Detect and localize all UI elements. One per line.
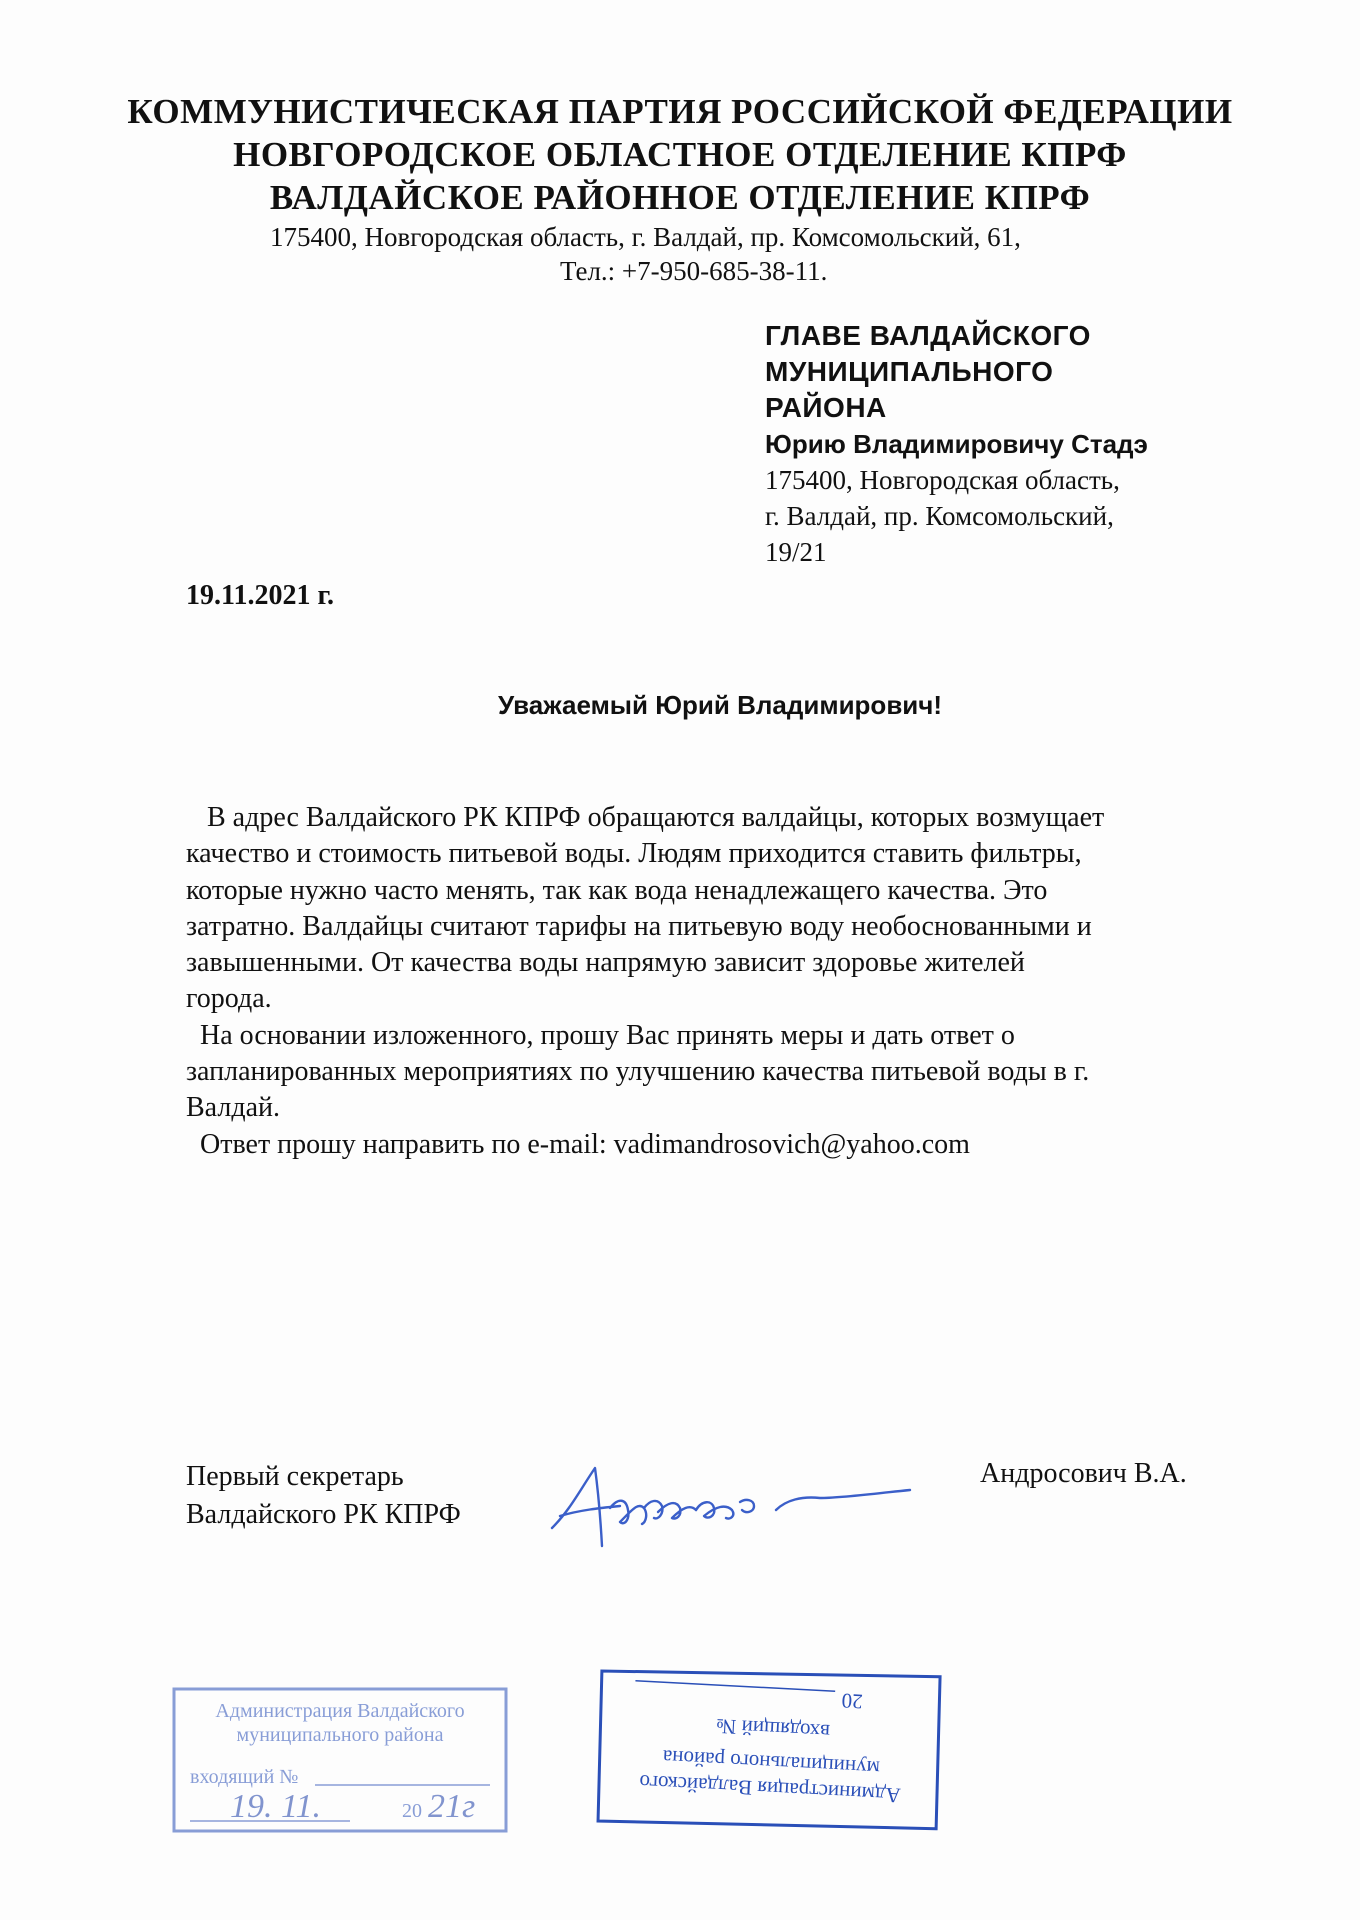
stamp2-year-prefix: 20 xyxy=(841,1688,864,1714)
stamp1-year-prefix: 20 xyxy=(402,1800,422,1822)
stamp1-org-line1: Администрация Валдайского xyxy=(215,1700,465,1722)
recipient-address-line1: 175400, Новгородская область, xyxy=(765,465,1120,495)
body-line: качество и стоимость питьевой воды. Людям приходится ставить фильтры, xyxy=(186,838,1082,870)
greeting: Уважаемый Юрий Владимирович! xyxy=(497,690,943,720)
recipient-name: Юрию Владимировичу Стадэ xyxy=(765,429,1148,459)
stamp1-org-line2: муниципального района xyxy=(236,1724,444,1746)
org-phone: Тел.: +7-950-685-38-11. xyxy=(560,256,828,286)
signer-name: Андросович В.А. xyxy=(980,1458,1187,1489)
body-line: В адрес Валдайского РК КПРФ обращаются валдайцы, которых возмущает xyxy=(186,802,1105,833)
org-name-line3: ВАЛДАЙСКОЕ РАЙОННОЕ ОТДЕЛЕНИЕ КПРФ xyxy=(269,178,1091,217)
body-line: города. xyxy=(186,983,272,1015)
signer-position-line2: Валдайского РК КПРФ xyxy=(186,1499,461,1530)
signer-position xyxy=(186,1458,461,1534)
body-line: Ответ прошу направить по e-mail: vadimandrosovich@yahoo.com xyxy=(186,1128,970,1160)
body-line: На основании изложенного, прошу Вас принять меры и дать ответ о xyxy=(186,1019,1015,1051)
body-line: запланированных мероприятиях по улучшению качества питьевой воды в г. xyxy=(186,1056,1090,1088)
handwritten-signature xyxy=(540,1450,940,1560)
body-line: завышенными. От качества воды напрямую зависит здоровье жителей xyxy=(186,947,1025,979)
org-name-line2: НОВГОРОДСКОЕ ОБЛАСТНОЕ ОТДЕЛЕНИЕ КПРФ xyxy=(233,135,1127,174)
stamp2-org-line1: Администрация Валдайского xyxy=(638,1770,902,1808)
stamp2-incoming-label: входящий № xyxy=(715,1714,831,1744)
body-line: Валдай. xyxy=(186,1092,280,1124)
recipient-address-line2: г. Валдай, пр. Комсомольский, xyxy=(765,501,1114,531)
recipient-address-line3: 19/21 xyxy=(765,537,827,567)
stamp1-date: 19. 11. xyxy=(230,1788,321,1825)
org-name-line1: КОММУНИСТИЧЕСКАЯ ПАРТИЯ РОССИЙСКОЙ ФЕДЕРАЦИИ xyxy=(127,92,1233,131)
recipient-title-line3: РАЙОНА xyxy=(765,392,887,423)
stamp1-incoming-label: входящий № xyxy=(190,1766,299,1788)
body-line: которые нужно часто менять, так как вода ненадлежащего качества. Это xyxy=(186,874,1048,906)
stamp2-org-line2: муниципального района xyxy=(662,1745,881,1781)
registration-stamp-upright xyxy=(170,1685,510,1835)
registration-stamp-inverted xyxy=(592,1660,952,1840)
signer-position-line1: Первый секретарь xyxy=(186,1461,404,1492)
recipient-block xyxy=(765,318,1305,570)
letter-body xyxy=(186,800,1256,1163)
org-address: 175400, Новгородская область, г. Валдай, пр. Комсомольский, 61, xyxy=(270,222,1021,252)
body-line: затратно. Валдайцы считают тарифы на питьевую воду необоснованными и xyxy=(186,910,1092,942)
letter-date: 19.11.2021 г. xyxy=(186,580,335,611)
recipient-title-line1: ГЛАВЕ ВАЛДАЙСКОГО xyxy=(765,320,1091,351)
stamp1-year: 21г xyxy=(428,1788,476,1825)
recipient-title-line2: МУНИЦИПАЛЬНОГО xyxy=(765,356,1054,387)
